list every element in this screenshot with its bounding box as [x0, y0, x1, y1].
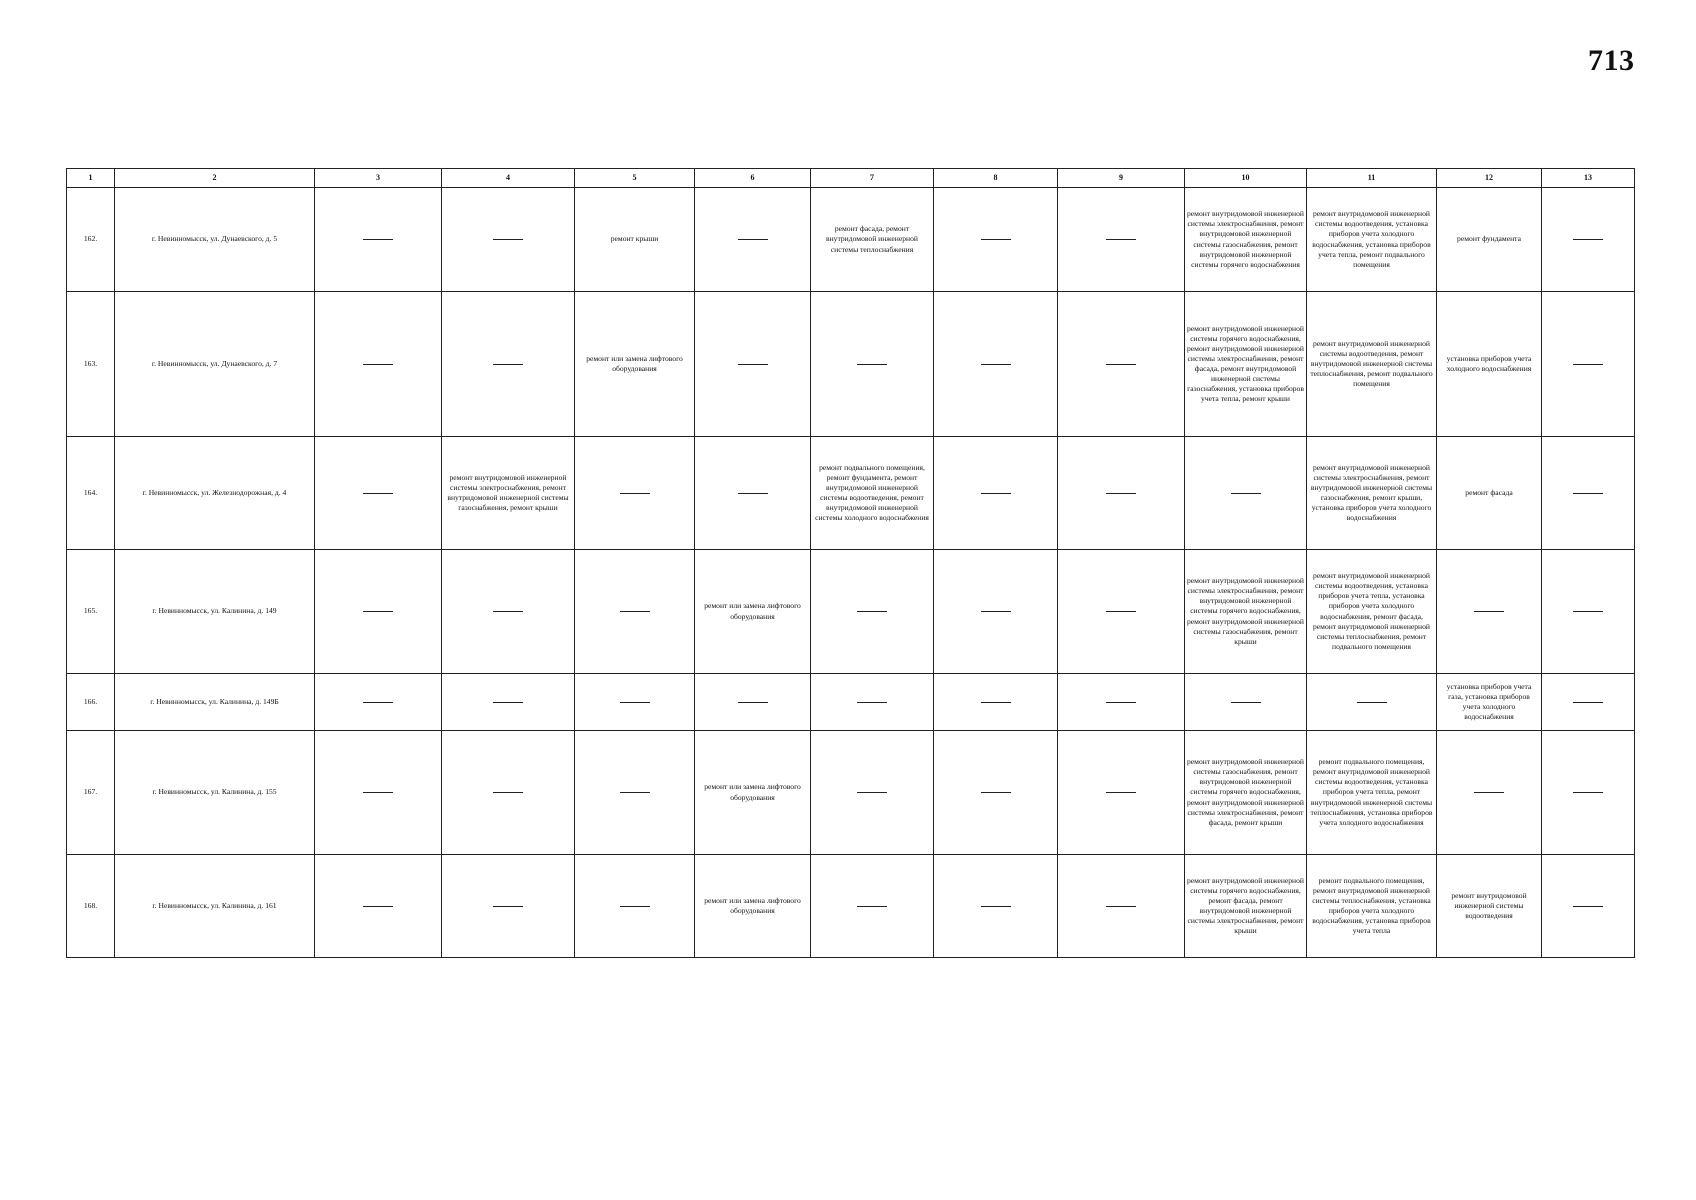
work-cell-col-6: [695, 292, 811, 437]
work-cell-col-4: [442, 550, 575, 674]
dash-mark: [493, 364, 523, 365]
address-cell: г. Невинномысск, ул. Дунаевского, д. 7: [115, 292, 315, 437]
row-number: 163.: [67, 292, 115, 437]
dash-mark: [1573, 611, 1603, 612]
table-row: [67, 292, 1635, 437]
column-header: 4: [442, 169, 575, 188]
dash-mark: [363, 906, 393, 907]
dash-mark: [1231, 702, 1261, 703]
work-cell-col-6: [695, 674, 811, 731]
row-number: 164.: [67, 437, 115, 550]
work-cell-col-12: установка приборов учета газа, установка приборов учета холодного водоснабжения: [1437, 674, 1542, 731]
dash-mark: [857, 611, 887, 612]
dash-mark: [738, 493, 768, 494]
dash-mark: [1573, 364, 1603, 365]
dash-mark: [857, 906, 887, 907]
work-cell-col-3: [315, 550, 442, 674]
work-cell-col-8: [934, 437, 1058, 550]
work-cell-col-10: ремонт внутридомовой инженерной системы электроснабжения, ремонт внутридомовой инженерной системы газоснабжения, ремонт внутридомовой инженерной системы горячего водоснабжения: [1185, 188, 1307, 292]
column-header: 6: [695, 169, 811, 188]
dash-mark: [857, 792, 887, 793]
dash-mark: [981, 611, 1011, 612]
table-row: [67, 437, 1635, 550]
work-cell-col-7: [811, 731, 934, 855]
dash-mark: [363, 493, 393, 494]
work-cell-col-11: ремонт подвального помещения, ремонт внутридомовой инженерной системы теплоснабжения, установка приборов учета холодного водоснабжения, установка приборов учета тепла: [1307, 855, 1437, 958]
dash-mark: [981, 792, 1011, 793]
work-cell-col-3: [315, 437, 442, 550]
dash-mark: [363, 364, 393, 365]
work-cell-col-4: [442, 674, 575, 731]
work-cell-col-12: [1437, 550, 1542, 674]
dash-mark: [857, 364, 887, 365]
address-cell: г. Невинномысск, ул. Дунаевского, д. 5: [115, 188, 315, 292]
dash-mark: [620, 906, 650, 907]
dash-mark: [1106, 792, 1136, 793]
dash-mark: [738, 239, 768, 240]
dash-mark: [493, 792, 523, 793]
column-header: 10: [1185, 169, 1307, 188]
dash-mark: [493, 906, 523, 907]
work-cell-col-13: [1542, 855, 1635, 958]
dash-mark: [363, 611, 393, 612]
dash-mark: [363, 792, 393, 793]
dash-mark: [738, 702, 768, 703]
dash-mark: [857, 702, 887, 703]
work-cell-col-13: [1542, 674, 1635, 731]
work-cell-col-10: ремонт внутридомовой инженерной системы горячего водоснабжения, ремонт внутридомовой инженерной системы электроснабжения, ремонт фасада, ремонт внутридомовой инженерной системы газоснабжения, установка приборов учета тепла, ремонт крыши: [1185, 292, 1307, 437]
work-cell-col-9: [1058, 674, 1185, 731]
work-cell-col-11: ремонт внутридомовой инженерной системы водоотведения, установка приборов учета тепла, установка приборов учета холодного водоснабжения, ремонт фасада, ремонт внутридомовой инженерной системы теплоснабжения, ремонт подвального помещения: [1307, 550, 1437, 674]
dash-mark: [1231, 493, 1261, 494]
dash-mark: [1573, 906, 1603, 907]
work-cell-col-5: [575, 437, 695, 550]
address-cell: г. Невинномысск, ул. Калинина, д. 149Б: [115, 674, 315, 731]
work-cell-col-6: ремонт или замена лифтового оборудования: [695, 855, 811, 958]
work-cell-col-4: [442, 188, 575, 292]
dash-mark: [1573, 702, 1603, 703]
table-row: [67, 855, 1635, 958]
work-cell-col-11: ремонт внутридомовой инженерной системы водоотведения, установка приборов учета холодного водоснабжения, установка приборов учета тепла, ремонт подвального помещения: [1307, 188, 1437, 292]
work-cell-col-9: [1058, 437, 1185, 550]
work-cell-col-4: [442, 731, 575, 855]
work-cell-col-13: [1542, 731, 1635, 855]
dash-mark: [620, 611, 650, 612]
row-number: 165.: [67, 550, 115, 674]
work-cell-col-13: [1542, 437, 1635, 550]
work-cell-col-9: [1058, 855, 1185, 958]
work-cell-col-9: [1058, 292, 1185, 437]
work-cell-col-8: [934, 550, 1058, 674]
dash-mark: [1106, 239, 1136, 240]
work-cell-col-10: ремонт внутридомовой инженерной системы газоснабжения, ремонт внутридомовой инженерной системы горячего водоснабжения, ремонт внутридомовой инженерной системы электроснабжения, ремонт фасада, ремонт крыши: [1185, 731, 1307, 855]
dash-mark: [738, 364, 768, 365]
dash-mark: [1357, 702, 1387, 703]
work-cell-col-11: ремонт внутридомовой инженерной системы электроснабжения, ремонт внутридомовой инженерной системы газоснабжения, ремонт крыши, установка приборов учета холодного водоснабжения: [1307, 437, 1437, 550]
column-header: 9: [1058, 169, 1185, 188]
dash-mark: [363, 702, 393, 703]
dash-mark: [493, 239, 523, 240]
dash-mark: [493, 611, 523, 612]
dash-mark: [1474, 792, 1504, 793]
row-number: 167.: [67, 731, 115, 855]
work-cell-col-8: [934, 292, 1058, 437]
address-cell: г. Невинномысск, ул. Железнодорожная, д. 4: [115, 437, 315, 550]
page-number: 713: [1588, 44, 1635, 77]
column-header: 7: [811, 169, 934, 188]
work-cell-col-11: ремонт подвального помещения, ремонт внутридомовой инженерной системы водоотведения, установка приборов учета тепла, ремонт внутридомовой инженерной системы теплоснабжения, установка приборов учета холодного водоснабжения: [1307, 731, 1437, 855]
dash-mark: [1573, 239, 1603, 240]
column-header: 2: [115, 169, 315, 188]
column-header: 1: [67, 169, 115, 188]
table-row: [67, 188, 1635, 292]
work-cell-col-10: ремонт внутридомовой инженерной системы горячего водоснабжения, ремонт фасада, ремонт внутридомовой инженерной системы электроснабжения, ремонт крыши: [1185, 855, 1307, 958]
dash-mark: [1573, 792, 1603, 793]
header-row: [67, 169, 1635, 188]
work-cell-col-5: [575, 550, 695, 674]
dash-mark: [981, 906, 1011, 907]
work-cell-col-5: [575, 731, 695, 855]
work-cell-col-7: ремонт подвального помещения, ремонт фундамента, ремонт внутридомовой инженерной системы водоотведения, ремонт внутридомовой инженерной системы холодного водоснабжения: [811, 437, 934, 550]
work-cell-col-7: ремонт фасада, ремонт внутридомовой инженерной системы теплоснабжения: [811, 188, 934, 292]
dash-mark: [620, 792, 650, 793]
table-row: [67, 550, 1635, 674]
work-cell-col-12: ремонт внутридомовой инженерной системы водоотведения: [1437, 855, 1542, 958]
work-cell-col-3: [315, 731, 442, 855]
work-cell-col-3: [315, 855, 442, 958]
dash-mark: [981, 493, 1011, 494]
table-row: [67, 731, 1635, 855]
work-cell-col-4: [442, 292, 575, 437]
column-header: 11: [1307, 169, 1437, 188]
column-header: 5: [575, 169, 695, 188]
work-cell-col-12: ремонт фундамента: [1437, 188, 1542, 292]
work-cell-col-13: [1542, 188, 1635, 292]
work-cell-col-6: ремонт или замена лифтового оборудования: [695, 731, 811, 855]
work-cell-col-9: [1058, 188, 1185, 292]
dash-mark: [1106, 906, 1136, 907]
work-cell-col-12: установка приборов учета холодного водоснабжения: [1437, 292, 1542, 437]
dash-mark: [1106, 364, 1136, 365]
row-number: 162.: [67, 188, 115, 292]
dash-mark: [620, 493, 650, 494]
row-number: 166.: [67, 674, 115, 731]
dash-mark: [1474, 611, 1504, 612]
work-cell-col-7: [811, 674, 934, 731]
column-header: 8: [934, 169, 1058, 188]
address-cell: г. Невинномысск, ул. Калинина, д. 149: [115, 550, 315, 674]
address-cell: г. Невинномысск, ул. Калинина, д. 155: [115, 731, 315, 855]
work-cell-col-10: [1185, 437, 1307, 550]
dash-mark: [1106, 611, 1136, 612]
work-cell-col-13: [1542, 550, 1635, 674]
work-cell-col-12: ремонт фасада: [1437, 437, 1542, 550]
work-cell-col-7: [811, 855, 934, 958]
work-cell-col-12: [1437, 731, 1542, 855]
work-cell-col-8: [934, 674, 1058, 731]
work-cell-col-5: [575, 855, 695, 958]
work-cell-col-3: [315, 292, 442, 437]
work-cell-col-8: [934, 731, 1058, 855]
work-cell-col-5: ремонт крыши: [575, 188, 695, 292]
dash-mark: [493, 702, 523, 703]
work-cell-col-10: ремонт внутридомовой инженерной системы электроснабжения, ремонт внутридомовой инженерной системы горячего водоснабжения, ремонт внутридомовой инженерной системы газоснабжения, ремонт крыши: [1185, 550, 1307, 674]
dash-mark: [1573, 493, 1603, 494]
work-cell-col-5: ремонт или замена лифтового оборудования: [575, 292, 695, 437]
work-cell-col-6: [695, 188, 811, 292]
work-cell-col-6: [695, 437, 811, 550]
address-cell: г. Невинномысск, ул. Калинина, д. 161: [115, 855, 315, 958]
column-header: 12: [1437, 169, 1542, 188]
work-cell-col-6: ремонт или замена лифтового оборудования: [695, 550, 811, 674]
work-cell-col-8: [934, 188, 1058, 292]
column-header: 3: [315, 169, 442, 188]
work-cell-col-11: [1307, 674, 1437, 731]
dash-mark: [981, 702, 1011, 703]
work-cell-col-7: [811, 292, 934, 437]
work-cell-col-4: [442, 855, 575, 958]
work-cell-col-10: [1185, 674, 1307, 731]
work-cell-col-4: ремонт внутридомовой инженерной системы электроснабжения, ремонт внутридомовой инженерной системы газоснабжения, ремонт крыши: [442, 437, 575, 550]
work-cell-col-9: [1058, 550, 1185, 674]
dash-mark: [981, 364, 1011, 365]
work-cell-col-3: [315, 674, 442, 731]
dash-mark: [1106, 702, 1136, 703]
work-cell-col-3: [315, 188, 442, 292]
work-cell-col-9: [1058, 731, 1185, 855]
table-row: [67, 674, 1635, 731]
dash-mark: [363, 239, 393, 240]
dash-mark: [981, 239, 1011, 240]
column-header: 13: [1542, 169, 1635, 188]
work-cell-col-13: [1542, 292, 1635, 437]
dash-mark: [1106, 493, 1136, 494]
repair-schedule-table: [66, 168, 1635, 958]
work-cell-col-11: ремонт внутридомовой инженерной системы водоотведения, ремонт внутридомовой инженерной системы теплоснабжения, ремонт подвального помещения: [1307, 292, 1437, 437]
work-cell-col-7: [811, 550, 934, 674]
row-number: 168.: [67, 855, 115, 958]
work-cell-col-8: [934, 855, 1058, 958]
dash-mark: [620, 702, 650, 703]
work-cell-col-5: [575, 674, 695, 731]
